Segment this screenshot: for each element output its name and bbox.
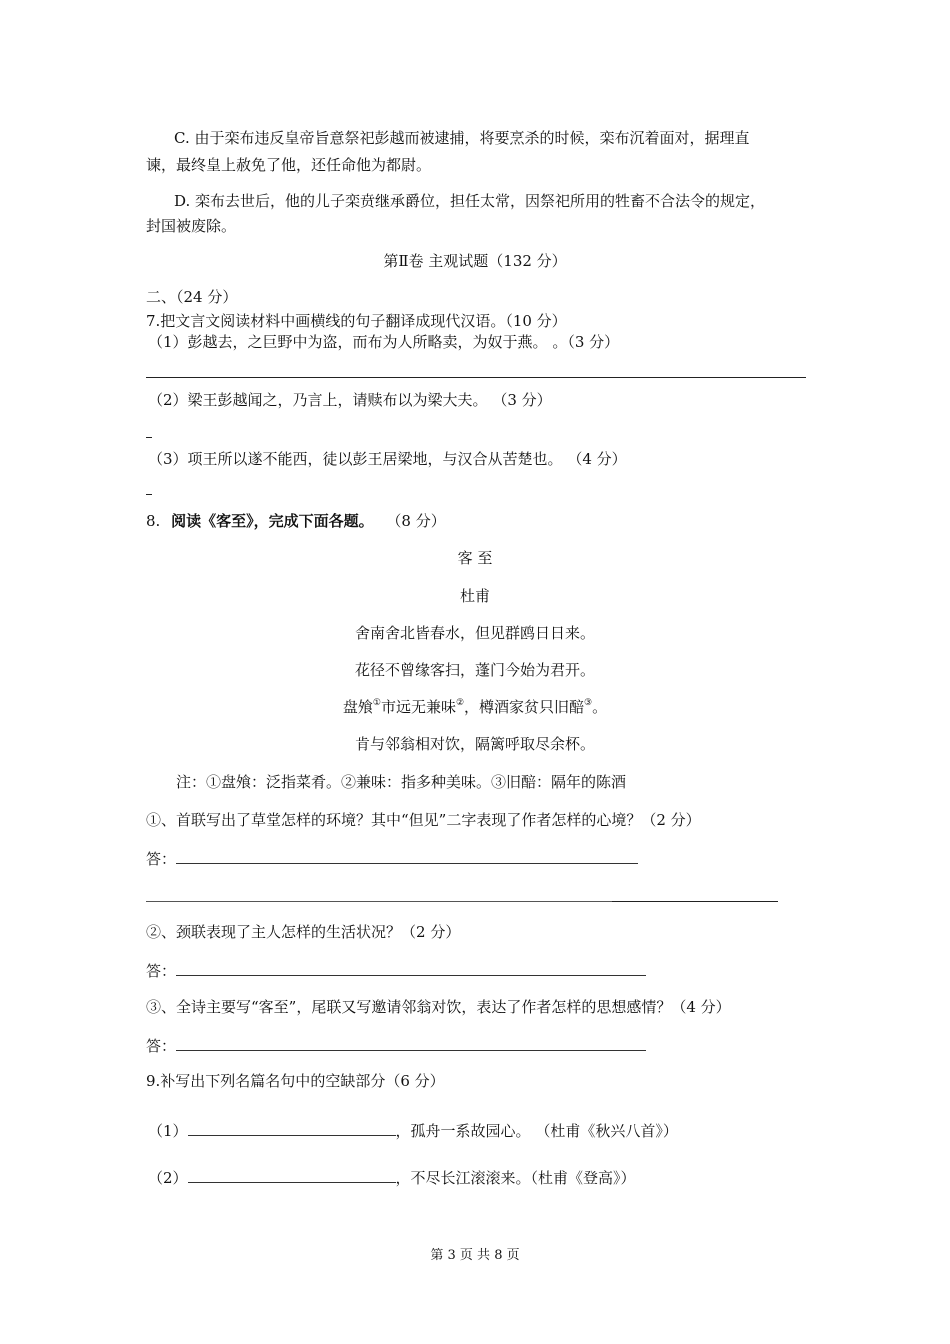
q8-score: （8 分） [386, 512, 446, 530]
option-d-line2: 封国被废除。 [146, 217, 237, 235]
q8-answer-1 [146, 847, 638, 869]
note-mark-1: ① [372, 698, 381, 708]
q8-number: 8. [146, 512, 161, 530]
q9-title: 9.补写出下列名篇名句中的空缺部分（6 分） [146, 1072, 445, 1090]
poem-line-3-part-c: ，樽酒家贫只旧醅 [464, 698, 585, 716]
q7-answer-mark-2 [146, 437, 152, 438]
q9-item-1 [148, 1119, 678, 1141]
q8-answer-3 [146, 1034, 646, 1056]
option-c-line1: C. 由于栾布违反皇帝旨意祭祀彭越而被逮捕，将要烹杀的时候，栾布沉着面对，据理直 [174, 129, 750, 147]
poem-title: 客 至 [457, 549, 493, 567]
q9-item-2-text: ，不尽长江滚滚来。（杜甫《登高》） [395, 1169, 636, 1187]
note-mark-2: ② [455, 698, 465, 708]
answer-label: 答： [146, 962, 177, 980]
answer-label: 答： [146, 1037, 177, 1055]
answer-blank-1b[interactable] [146, 901, 612, 902]
q9-item-2-number: （2） [148, 1169, 188, 1187]
q8-subquestion-3: ③、全诗主要写“客至”，尾联又写邀请邻翁对饮，表达了作者怎样的思想感情？（4 分） [146, 998, 731, 1016]
q9-item-1-text: ，孤舟一系故园心。 （杜甫《秋兴八首》） [395, 1122, 678, 1140]
poem-line-4: 肯与邻翁相对饮，隔篱呼取尽余杯。 [354, 735, 595, 753]
poem-line-3-part-b: 市远无兼味 [380, 698, 456, 716]
q9-blank-1[interactable] [188, 1119, 396, 1136]
q9-item-1-number: （1） [148, 1122, 188, 1140]
q7-title: 7.把文言文阅读材料中画横线的句子翻译成现代汉语。（10 分） [146, 312, 567, 330]
answer-blank-1c[interactable] [612, 901, 778, 902]
poem-notes: 注：①盘飧：泛指菜肴。②兼味：指多种美味。③旧醅：隔年的陈酒 [176, 773, 627, 791]
answer-blank-1[interactable] [176, 847, 638, 864]
q7-sentence-3: （3）项王所以遂不能西，徒以彭王居梁地，与汉合从苦楚也。 （4 分） [148, 450, 627, 468]
poem-line-3-part-a: 盘飧 [342, 698, 373, 716]
q7-answer-mark-3 [146, 494, 152, 495]
q8-answer-2 [146, 959, 646, 981]
section-two-heading: 二、（24 分） [146, 288, 238, 306]
answer-blank-2[interactable] [176, 959, 646, 976]
poem-author: 杜甫 [459, 587, 490, 605]
q8-subquestion-1: ①、首联写出了草堂怎样的环境？其中“但见”二字表现了作者怎样的心境？（2 分） [146, 811, 701, 829]
q7-sentence-2: （2）梁王彭越闻之，乃言上，请赎布以为梁大夫。 （3 分） [148, 391, 552, 409]
poem-line-2: 花径不曾缘客扫，蓬门今始为君开。 [354, 661, 595, 679]
q8-title: 阅读《客至》，完成下面各题。 [171, 512, 374, 530]
answer-label: 答： [146, 850, 177, 868]
poem-line-1: 舍南舍北皆春水，但见群鸥日日来。 [354, 624, 595, 642]
q8-heading [146, 511, 446, 531]
q7-answer-line-1 [146, 377, 806, 378]
poem-line-3 [0, 697, 950, 717]
page-footer: 第 3 页 共 8 页 [430, 1248, 520, 1263]
q9-item-2 [148, 1166, 636, 1188]
poem-line-3-part-d: 。 [592, 698, 608, 716]
q8-subquestion-2: ②、颈联表现了主人怎样的生活状况？（2 分） [146, 923, 461, 941]
note-mark-3: ③ [584, 698, 593, 708]
q7-sentence-1: （1）彭越去，之巨野中为盗，而布为人所略卖，为奴于燕。 。（3 分） [148, 333, 620, 351]
q9-blank-2[interactable] [188, 1166, 396, 1183]
option-c-line2: 谏，最终皇上赦免了他，还任命他为都尉。 [146, 156, 432, 174]
volume-title: 第Ⅱ卷 主观试题（132 分） [383, 252, 567, 270]
option-d-line1: D. 栾布去世后，他的儿子栾贲继承爵位，担任太常，因祭祀所用的牲畜不合法令的规定， [174, 192, 766, 210]
answer-blank-3[interactable] [176, 1034, 646, 1051]
